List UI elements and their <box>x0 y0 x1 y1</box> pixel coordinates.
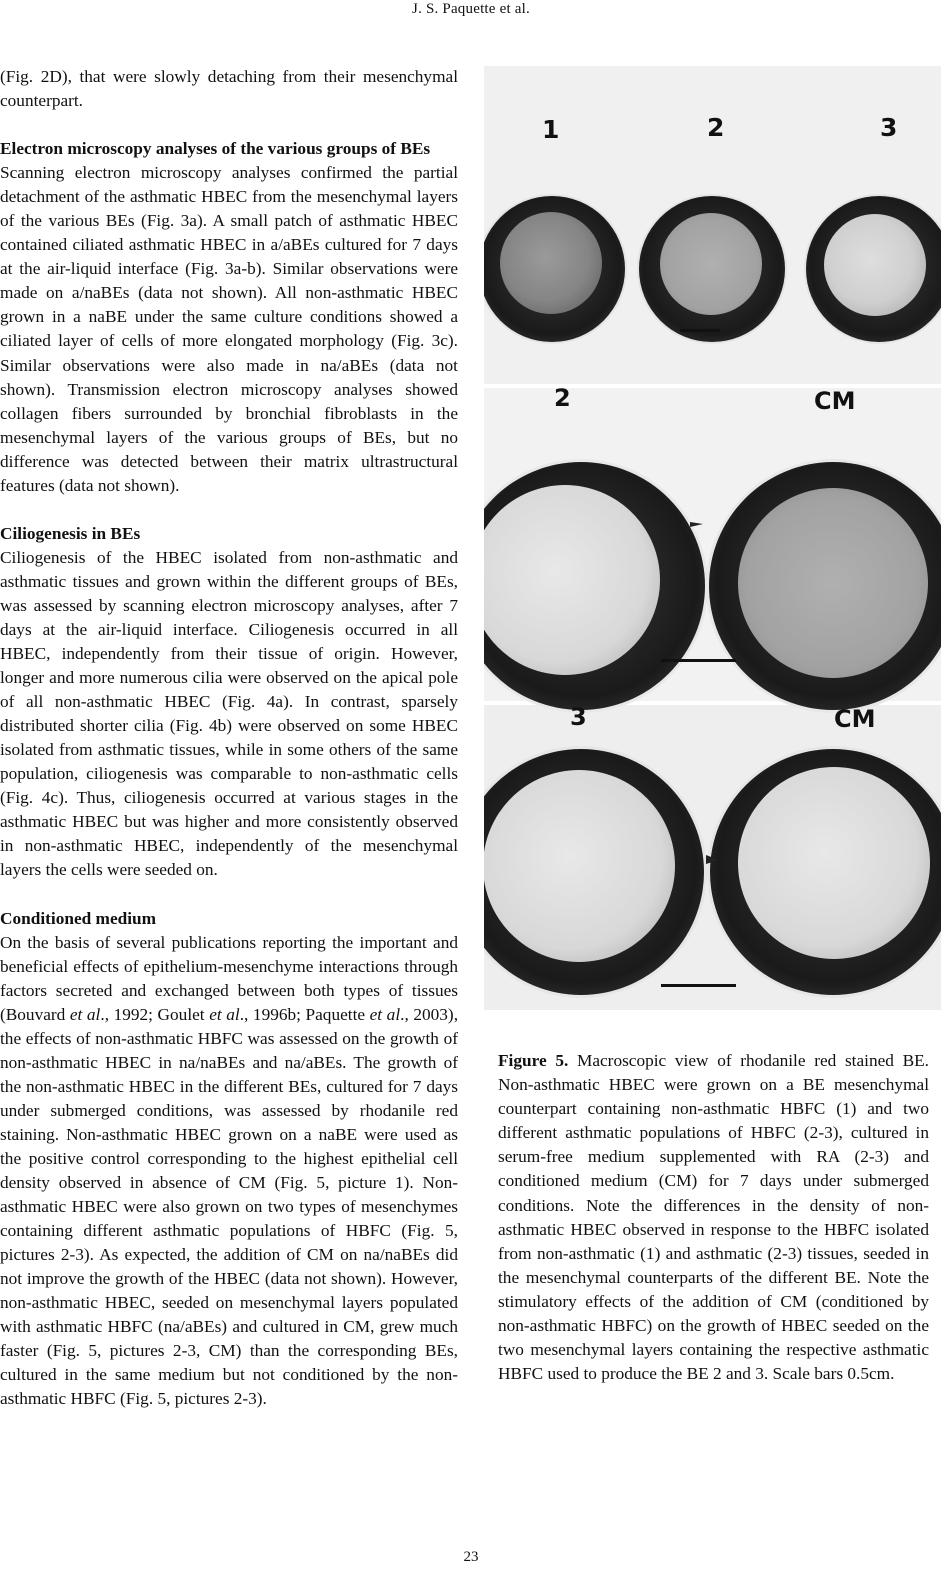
running-head: J. S. Paquette et al. <box>412 1 530 17</box>
panel-label: CM <box>814 387 856 415</box>
panel-label: 1 <box>542 115 560 144</box>
dish-1 <box>484 194 627 344</box>
section-heading-ciliogenesis: Ciliogenesis in BEs <box>0 523 141 543</box>
panel-label: 2 <box>707 113 725 142</box>
left-column <box>0 65 458 1411</box>
page-number: 23 <box>463 1549 479 1565</box>
scale-bar <box>661 984 736 987</box>
dish-2 <box>637 194 787 344</box>
panel-label: 3 <box>570 703 587 731</box>
intro-paragraph: (Fig. 2D), that were slowly detaching from their mesenchymal counterpart. <box>0 67 458 111</box>
figure-caption <box>498 1049 929 1386</box>
scale-bar <box>661 659 736 662</box>
caption-text: Macroscopic view of rhodanile red stained BE. Non-asthmatic HBEC were grown on a BE mesenchymal counterpart containing non-asthmatic HBFC (1) and two different asthmatic populations of HBFC (2-3), cultured in serum-free medium supplemented with RA (2-3) and conditioned medium (CM) for 7 days under submerged conditions. Note the differences in the density of non-asthmatic HBEC observed in response to the HBFC isolated from non-asthmatic (1) and asthmatic (2-3) tissues, seeded in the mesenchymal counterparts of the different BE. Note the stimulatory effects of the addition of CM (conditioned by non-asthmatic HBFC) on the growth of HBEC seeded on the two mesenchymal layers containing the respective asthmatic HBFC used to produce the BE 2 and 3. Scale bars 0.5cm. <box>498 1051 929 1384</box>
section-body-ciliogenesis: Ciliogenesis of the HBEC isolated from non-asthmatic and asthmatic tissues and grown within the different groups of BEs, was assessed by scanning electron microscopy analyses, after 7 days at the air-liquid interface. Ciliogenesis occurred in all HBEC, independently from their tissue of origin. However, longer and more numerous cilia were observed on the apical pole of all non-asthmatic HBEC (Fig. 4a). In contrast, sparsely distributed shorter cilia (Fig. 4b) were observed on some HBEC isolated from asthmatic tissues, while in some others of the same population, ciliogenesis was comparable to non-asthmatic cells (Fig. 4c). Thus, ciliogenesis occurred at various stages in the asthmatic HBEC but was higher and more consistently observed in non-asthmatic HBEC, independently of the mesenchymal layers the cells were seeded on. <box>0 547 458 880</box>
section-heading-conditioned-medium: Conditioned medium <box>0 908 157 928</box>
section-body-em: Scanning electron microscopy analyses confirmed the partial detachment of the asthmatic HBEC from the mesenchymal layers of the various BEs (Fig. 3a). A small patch of asthmatic HBEC contained ciliated asthmatic HBEC in a/aBEs cultured for 7 days at the air-liquid interface (Fig. 3a-b). Similar observations were made on a/naBEs (data not shown). All non-asthmatic HBEC grown in a naBE under the same culture conditions showed a ciliated layer of cells of more elongated morphology (Fig. 3c). Similar observations were also made in na/aBEs (data not shown). Transmission electron microscopy analyses showed collagen fibers surrounded by bronchial fibroblasts in the mesenchymal layers of the various groups of BEs, but no difference was detected between their matrix ultrastructural features (data not shown). <box>0 163 458 495</box>
panel-label: CM <box>834 705 876 733</box>
section-heading-em: Electron microscopy analyses of the various groups of BEs <box>0 139 431 159</box>
figure-5-photograph <box>484 66 941 1010</box>
panel-label: 2 <box>554 384 571 412</box>
panel-label: 3 <box>880 113 898 142</box>
caption-label: Figure 5. <box>498 1051 569 1070</box>
section-body-conditioned-medium: On the basis of several publications reporting the important and beneficial effects of epithelium-mesenchyme interactions through factors secreted and exchanged between both types of tissues (Bouvard et al., 1992; Goulet et al., 1996b; Paquette et al., 2003), the effects of non-asthmatic HBFC was assessed on the growth of non-asthmatic HBEC in na/naBEs and na/aBEs. The growth of the non-asthmatic HBEC in the different BEs, cultured for 7 days under submerged conditions, was assessed by rhodanile red staining. Non-asthmatic HBEC grown on a naBE were used as the positive control corresponding to the highest epithelial cell density observed in absence of CM (Fig. 5, picture 1). Non-asthmatic HBEC were also grown on two types of mesenchymes containing different asthmatic populations of HBFC (Fig. 5, pictures 2-3). As expected, the addition of CM on na/naBEs did not improve the growth of the HBEC (data not shown). However, non-asthmatic HBEC, seeded on mesenchymal layers populated with asthmatic HBFC (na/aBEs) and cultured in CM, grew much faster (Fig. 5, pictures 2-3, CM) than the corresponding BEs, cultured in the same medium but not conditioned by the non-asthmatic HBFC (Fig. 5, pictures 2-3). <box>0 932 459 1409</box>
scale-bar <box>680 329 720 332</box>
